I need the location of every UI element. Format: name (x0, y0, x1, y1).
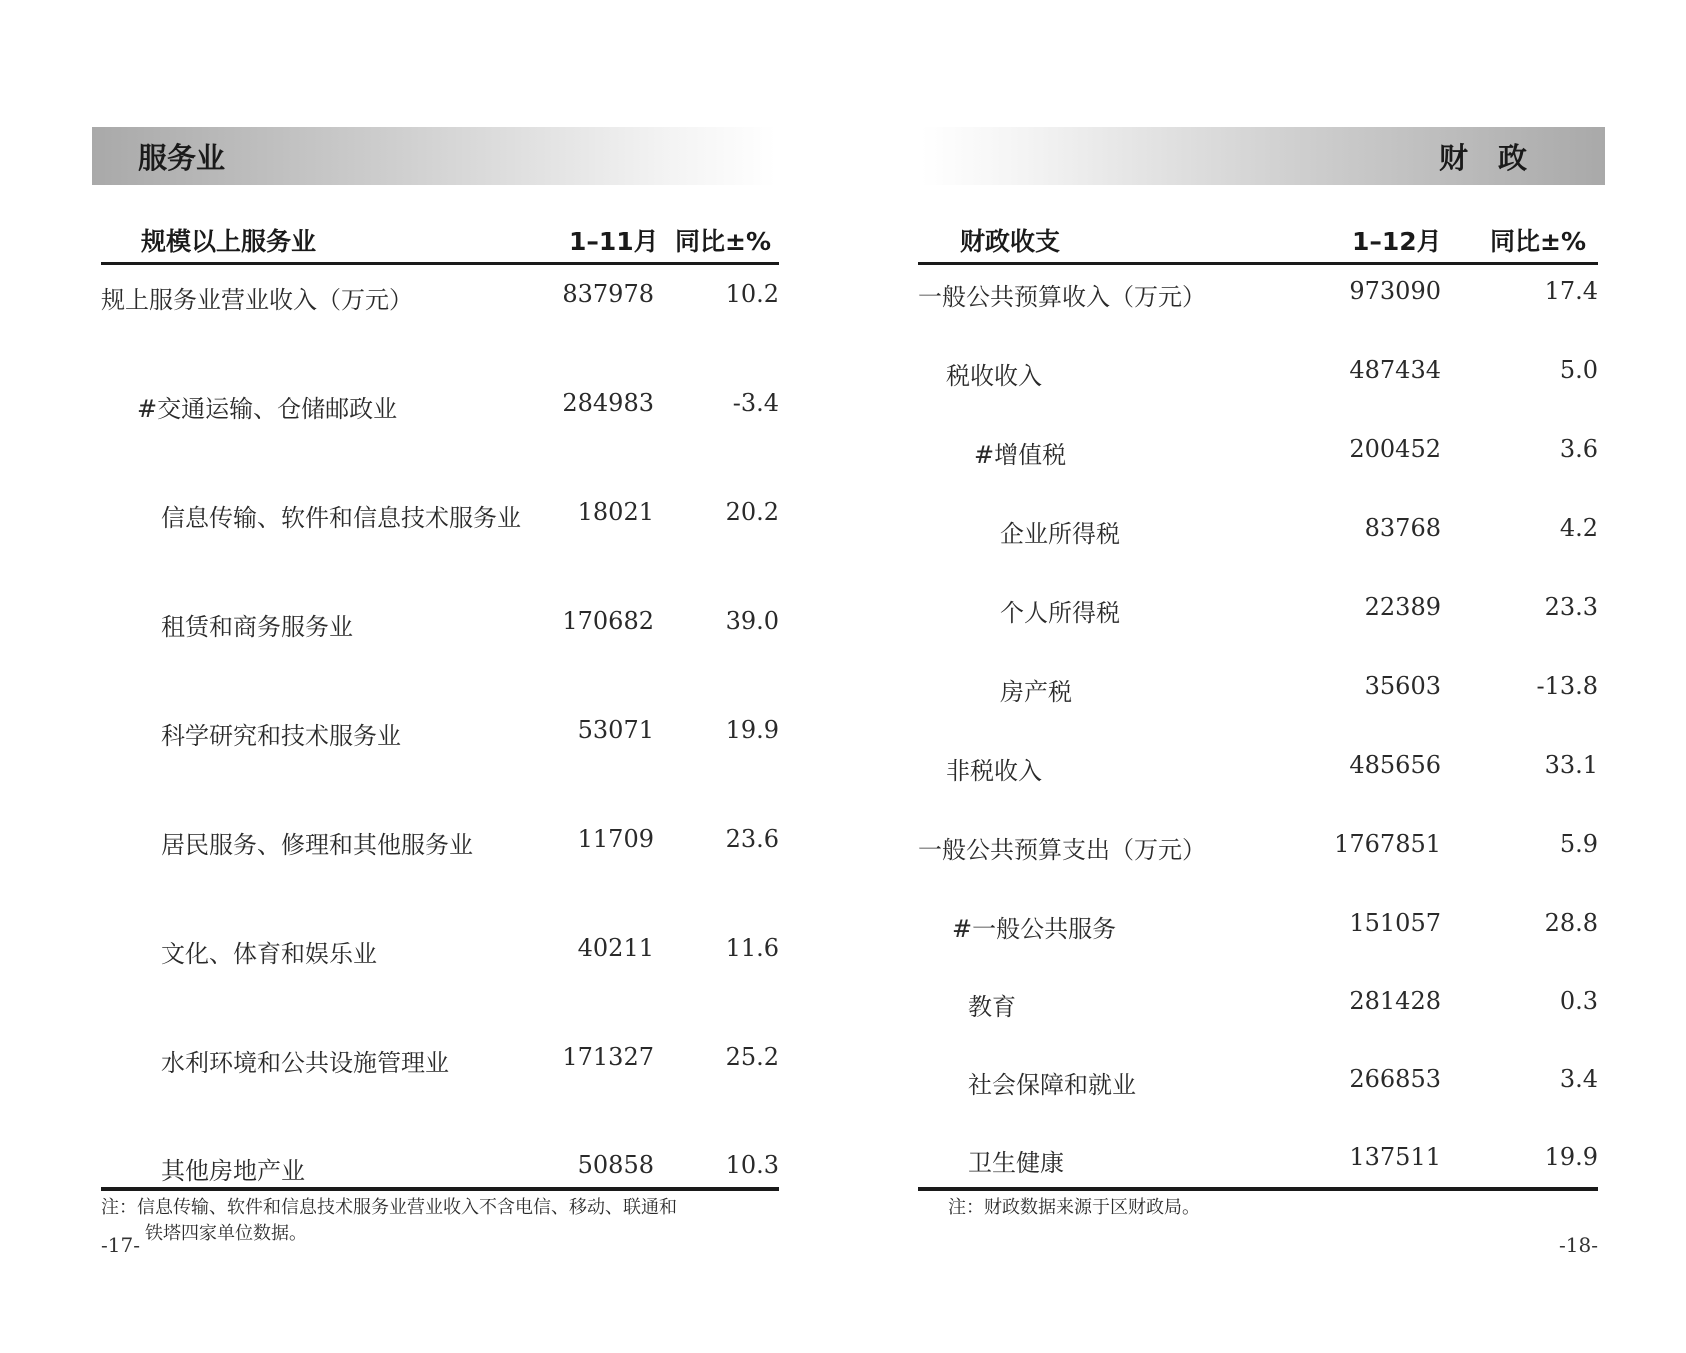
row-label: 规上服务业营业收入（万元） (101, 286, 413, 314)
row-yoy: -13.8 (1536, 672, 1598, 700)
row-label: 非税收入 (946, 757, 1042, 785)
row-value: 284983 (562, 389, 654, 417)
row-yoy: 19.9 (725, 716, 779, 744)
table-row (918, 747, 1598, 787)
row-yoy: 3.6 (1559, 435, 1598, 463)
row-label: 教育 (968, 993, 1016, 1021)
table-row (101, 603, 779, 643)
column-header-yoy: 同比±% (675, 227, 771, 256)
row-label: 卫生健康 (968, 1149, 1064, 1177)
table-row (918, 668, 1598, 708)
row-label: 信息传输、软件和信息技术服务业 (161, 504, 521, 532)
row-value: 35603 (1364, 672, 1441, 700)
note-line: 注：信息传输、软件和信息技术服务业营业收入不含电信、移动、联通和 (101, 1197, 677, 1218)
row-label: 科学研究和技术服务业 (161, 722, 401, 750)
row-value: 171327 (562, 1043, 654, 1071)
row-yoy: 19.9 (1544, 1143, 1598, 1171)
page-number: -18- (1559, 1233, 1598, 1257)
table-row (918, 983, 1598, 1023)
row-yoy: 10.2 (725, 280, 779, 308)
row-value: 837978 (562, 280, 654, 308)
row-value: 83768 (1364, 514, 1441, 542)
row-yoy: 20.2 (725, 498, 779, 526)
table-row (918, 510, 1598, 550)
table-row (101, 276, 779, 316)
column-header-period: 1–11月 (569, 227, 659, 256)
row-value: 485656 (1349, 751, 1441, 779)
row-label: 一般公共预算收入（万元） (918, 283, 1206, 311)
row-yoy: 11.6 (725, 934, 779, 962)
row-value: 53071 (577, 716, 654, 744)
row-label: 水利环境和公共设施管理业 (161, 1049, 449, 1077)
table-row (918, 431, 1598, 471)
note-line: 注：财政数据来源于区财政局。 (948, 1197, 1200, 1218)
row-yoy: 33.1 (1544, 751, 1598, 779)
row-value: 170682 (562, 607, 654, 635)
row-value: 137511 (1349, 1143, 1441, 1171)
table-row (918, 1139, 1598, 1179)
row-label: 文化、体育和娱乐业 (161, 940, 377, 968)
row-yoy: 10.3 (725, 1151, 779, 1179)
section-title: 服务业 (138, 140, 226, 175)
row-yoy: 25.2 (725, 1043, 779, 1071)
row-value: 151057 (1349, 909, 1441, 937)
table-row (918, 905, 1598, 945)
table-row (918, 273, 1598, 313)
row-label: #增值税 (974, 441, 1067, 469)
row-label: 企业所得税 (1000, 520, 1120, 548)
table-row (101, 494, 779, 534)
table-header (918, 214, 1598, 265)
row-value: 487434 (1349, 356, 1441, 384)
column-header-period: 1–12月 (1352, 227, 1442, 256)
table-row (101, 712, 779, 752)
row-value: 281428 (1349, 987, 1441, 1015)
row-yoy: 5.0 (1559, 356, 1598, 384)
table-row (101, 385, 779, 425)
row-value: 1767851 (1334, 830, 1441, 858)
table-row (918, 1061, 1598, 1101)
row-yoy: 5.9 (1559, 830, 1598, 858)
row-label: 税收收入 (946, 362, 1042, 390)
table-row (918, 826, 1598, 866)
row-label: 一般公共预算支出（万元） (918, 836, 1206, 864)
row-yoy: 4.2 (1559, 514, 1598, 542)
table-title: 财政收支 (960, 227, 1061, 256)
section-banner (921, 127, 1605, 185)
table-row (918, 589, 1598, 629)
right-page (843, 0, 1686, 1353)
row-label: #一般公共服务 (952, 915, 1117, 943)
row-label: 租赁和商务服务业 (161, 613, 353, 641)
row-yoy: 23.3 (1544, 593, 1598, 621)
row-yoy: 0.3 (1559, 987, 1598, 1015)
row-value: 18021 (577, 498, 654, 526)
row-yoy: 28.8 (1544, 909, 1598, 937)
table-note (918, 1195, 1598, 1221)
section-banner (92, 127, 776, 185)
table-bottom-rule (101, 1187, 779, 1191)
row-yoy: 17.4 (1544, 277, 1598, 305)
row-value: 200452 (1349, 435, 1441, 463)
row-value: 40211 (577, 934, 654, 962)
row-value: 50858 (577, 1151, 654, 1179)
row-label: 居民服务、修理和其他服务业 (161, 831, 473, 859)
row-label: #交通运输、仓储邮政业 (137, 395, 398, 423)
table-title: 规模以上服务业 (141, 227, 317, 256)
page-number: -17- (101, 1233, 140, 1257)
table-row (101, 1147, 779, 1187)
table-header (101, 214, 779, 265)
row-yoy: -3.4 (732, 389, 779, 417)
table-row (918, 352, 1598, 392)
row-label: 房产税 (1000, 678, 1072, 706)
table-row (101, 1039, 779, 1079)
table-bottom-rule (918, 1187, 1598, 1191)
section-title: 财政 (1438, 140, 1557, 175)
row-value: 266853 (1349, 1065, 1441, 1093)
table-row (101, 930, 779, 970)
table-note (101, 1195, 791, 1247)
row-yoy: 23.6 (725, 825, 779, 853)
row-label: 个人所得税 (1000, 599, 1120, 627)
row-label: 其他房地产业 (161, 1157, 305, 1185)
row-yoy: 39.0 (725, 607, 779, 635)
note-line: 铁塔四家单位数据。 (145, 1223, 307, 1244)
row-yoy: 3.4 (1559, 1065, 1598, 1093)
table-row (101, 821, 779, 861)
column-header-yoy: 同比±% (1490, 227, 1586, 256)
row-value: 22389 (1364, 593, 1441, 621)
row-label: 社会保障和就业 (968, 1071, 1136, 1099)
row-value: 11709 (577, 825, 654, 853)
row-value: 973090 (1349, 277, 1441, 305)
